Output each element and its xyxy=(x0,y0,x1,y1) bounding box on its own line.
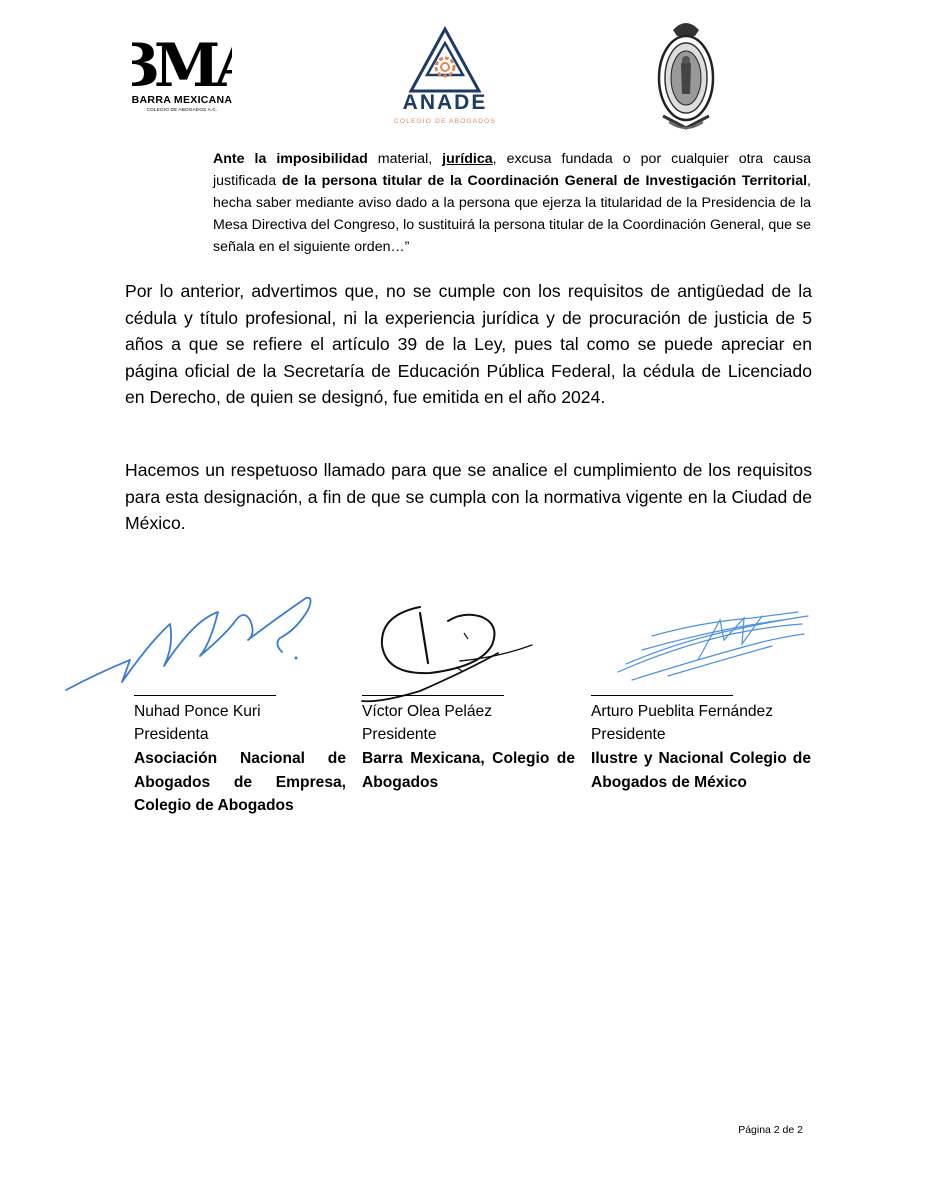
signature-3-icon xyxy=(612,600,812,685)
signatory-2-name: Víctor Olea Peláez xyxy=(362,703,493,720)
quote-text-4: , excusa fundada o por cualquier otra causa justificada xyxy=(213,151,812,189)
signature-2-icon xyxy=(360,595,550,705)
signature-line-3 xyxy=(591,695,733,696)
quote-bold-5: de la persona titular de la Coordinación General de Investigación Territorial xyxy=(281,173,808,189)
quote-text-2: material, xyxy=(367,151,443,167)
bma-logo-title: BARRA MEXICANA xyxy=(131,94,233,106)
signature-1-icon xyxy=(60,590,320,700)
signature-line-1 xyxy=(134,695,276,696)
signatory-3-name: Arturo Pueblita Fernández xyxy=(591,703,774,720)
body-paragraph-1: Por lo anterior, advertimos que, no se cumple con los requisitos de antigüedad de la cédula y título profesional, ni la experiencia jurídica y de procuración de justicia de 5 años a que se refiere el artículo 39 de la Ley, pues tal como se puede apreciar en página oficial de la Secretaría de Educación Pública Federal, la cédula de Licenciado en Derecho, de quien se designó, fue emitida en el año 2024. xyxy=(125,281,812,408)
signatory-1-role: Presidenta xyxy=(134,726,209,743)
quote-text-6: , hecha saber mediante aviso dado a la persona que ejerza la titularidad de la Presidencia de la Mesa Directiva del Congreso, lo sustituirá la persona titular de la Coordinación General, que se señala en el siguiente orden…” xyxy=(213,173,811,255)
signatory-2-role: Presidente xyxy=(362,726,437,743)
anade-logo-subtitle: COLEGIO DE ABOGADOS xyxy=(394,118,496,125)
signatory-1-organization: Asociación Nacional de Abogados de Empresa, Colegio de Abogados xyxy=(134,750,346,814)
signature-line-2 xyxy=(362,695,504,696)
barra-mexicana-logo xyxy=(132,30,232,92)
signatory-3-organization: Ilustre y Nacional Colegio de Abogados de México xyxy=(591,750,811,791)
quote-bold-underline: jurídica xyxy=(442,151,493,167)
signatory-3-role: Presidente xyxy=(591,726,666,743)
anade-logo-icon xyxy=(405,25,485,95)
quote-bold-1: Ante la imposibilidad xyxy=(213,151,368,167)
body-paragraph-2: Hacemos un respetuoso llamado para que se analice el cumplimiento de los requisitos para esta designación, a fin de que se cumpla con la normativa vigente en la Ciudad de México. xyxy=(125,460,812,534)
signatory-1-name: Nuhad Ponce Kuri xyxy=(134,703,261,720)
page-number: Página 2 de 2 xyxy=(738,1124,803,1136)
quote-block xyxy=(213,148,811,258)
bma-logo-subtitle: COLEGIO DE ABOGADOS A.C. xyxy=(146,107,218,112)
seal-icon xyxy=(655,16,717,136)
anade-logo-name: ANADE xyxy=(402,91,488,114)
signatory-2-organization: Barra Mexicana, Colegio de Abogados xyxy=(362,750,575,791)
bma-logo-mark: M xyxy=(153,31,215,92)
